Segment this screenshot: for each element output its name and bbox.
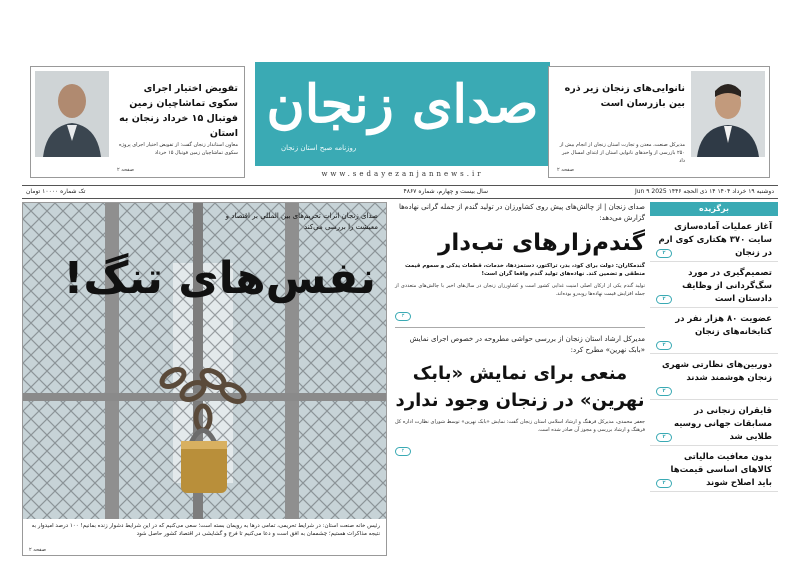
theatre-story[interactable] bbox=[395, 334, 645, 456]
sidebar-item-label: عضویت ۸۰ هزار نفر در کتابخانه‌های زنجان bbox=[675, 314, 772, 337]
teaser-page-ref-left: صفحه ۲ bbox=[117, 167, 134, 173]
issue-price: تک شماره ۱۰۰۰۰ تومان bbox=[26, 188, 86, 195]
page-ref-badge: ۲ bbox=[656, 249, 672, 258]
sidebar-item[interactable] bbox=[650, 400, 778, 446]
teaser-text-left: معاون استاندار زنجان گفت: از تفویض اختیار اجرای پروژه سکوی تماشاچیان زمین فوتبال ۱۵ خرداد bbox=[119, 142, 238, 156]
wheat-story[interactable] bbox=[395, 202, 645, 321]
divider bbox=[395, 327, 645, 328]
story-lead: گندمکاران: دولت برای کود، بذر، تراکتور، دستمزدها، خدمات، قطعات یدکی و سموم قیمت منطقی و تضمین کند. نهاده‌های تولید گندم واقعا گران است! bbox=[405, 263, 645, 277]
page-ref-badge: ۲ bbox=[656, 433, 672, 442]
left-teaser-box[interactable] bbox=[30, 66, 245, 178]
page-ref-badge: ۲ bbox=[395, 447, 411, 456]
masthead bbox=[22, 18, 778, 178]
sidebar-item[interactable] bbox=[650, 446, 778, 492]
teaser-headline-left: تفویض اختیار اجرای سکوی تماشاچیان زمین فوتبال ۱۵ خرداد زنجان به استان bbox=[119, 83, 238, 139]
story-kicker: صدای زنجان | از چالش‌های پیش روی کشاورزان در تولید گندم از جمله گرانی نهاده‌ها گزارش می‌دهد: bbox=[398, 203, 645, 222]
main-stories-column bbox=[395, 202, 645, 556]
sidebar-item-label: دوربین‌های نظارتی شهری زنجان هوشمند شدند bbox=[661, 360, 772, 383]
photo-story-kicker: صدای زنجان اثرات تحریم‌های بین المللی بر اقتصاد و معیشت را بررسی می‌کند bbox=[225, 212, 378, 231]
date-bar bbox=[22, 185, 778, 199]
newspaper-front-page bbox=[22, 18, 778, 556]
photo-story-caption: رئیس خانه صنعت استان: در شرایط تحریمی، تمامی درها به رویمان بسته است؛ سعی می‌کنیم که در این شرایط دشوار زنده بمانیم! ۱۰۰ درصد امیدوار به نتیجه مذاکرات هستیم؛ چشممان به افق است و دعا می‌کنیم تا فرج و گشایشی در اقتصاد کشور حاصل شود bbox=[23, 519, 386, 543]
sidebar-item-label: بدون معافیت مالیاتی کالاهای اساسی قیمت‌ها باید اصلاح شوند bbox=[670, 452, 772, 488]
selected-news-sidebar bbox=[650, 202, 778, 556]
issue-date: دوشنبه ۱۹ خرداد ۱۴۰۴ ۱۴ ذی الحجه ۱۴۴۶ 2025 Jun ۹ bbox=[634, 188, 774, 195]
sidebar-item[interactable] bbox=[650, 308, 778, 354]
sidebar-item[interactable] bbox=[650, 262, 778, 308]
story-body: تولید گندم یکی از ارکان اصلی امنیت غذایی کشور است و کشاورزان زنجان در سال‌های اخیر با چالش‌های متعددی از جمله افزایش قیمت نهاده‌ها روبه‌رو بوده‌اند. bbox=[395, 283, 645, 297]
page-ref-badge: ۲ bbox=[656, 479, 672, 488]
logo-wordmark: صدای زنجان bbox=[266, 74, 539, 135]
teaser-headline-right: نانوایی‌های زنجان زیر ذره بین بازرسان است bbox=[564, 83, 685, 109]
story-headline: گندم‌زارهای تب‌دار bbox=[438, 230, 645, 256]
page-ref-badge: ۲ bbox=[656, 387, 672, 396]
photo-story-page-ref: صفحه ۲ bbox=[29, 547, 46, 553]
page-ref-badge: ۳ bbox=[395, 312, 411, 321]
story-kicker: مدیرکل ارشاد استان زنجان از بررسی حواشی مطروحه در خصوص اجرای نمایش «بابک نهرین» مطرح کرد: bbox=[409, 335, 645, 354]
sidebar-item-label: آغاز عملیات آماده‌سازی سایت ۳۷۰ هکتاری کوی ارم در زنجان bbox=[658, 222, 772, 258]
page-ref-badge: ۲ bbox=[656, 295, 672, 304]
photo-story[interactable] bbox=[22, 202, 387, 556]
issue-number: سال بیست و چهارم، شماره ۴۸۶۷ bbox=[403, 188, 488, 195]
teaser-photo-right bbox=[691, 71, 765, 157]
page-ref-badge: ۲ bbox=[656, 341, 672, 350]
sidebar-item-label: قایقران زنجانی در مسابقات جهانی روسیه طلایی شد bbox=[674, 406, 772, 442]
sidebar-item-label: تصمیم‌گیری در مورد سگ‌گردانی از وظایف دادستان است bbox=[682, 268, 772, 304]
teaser-photo-left bbox=[35, 71, 109, 157]
story-body: جعفر محمدی، مدیرکل فرهنگ و ارشاد اسلامی استان زنجان گفت: نمایش «بابک نهرین» توسط شورای نظارت اداره کل فرهنگ و ارشاد بررسی و مجوز آن صادر شده است. bbox=[395, 419, 645, 433]
teaser-text-right: مدیرکل صنعت، معدن و تجارت استان زنجان از انجام بیش از ۲۵۰ بازرسی از واحدهای نانوایی استان از ابتدای امسال خبر داد bbox=[559, 142, 685, 164]
sidebar-item[interactable] bbox=[650, 354, 778, 400]
right-teaser-box[interactable] bbox=[548, 66, 770, 178]
logo-tagline: روزنامه صبح استان زنجان bbox=[281, 144, 357, 152]
sidebar-header: برگزیده bbox=[650, 202, 778, 216]
newspaper-logo[interactable] bbox=[255, 62, 550, 166]
site-url[interactable]: www.sedayezanjannews.ir bbox=[321, 170, 484, 178]
photo-story-headline: نفس‌های تنگ! bbox=[63, 253, 376, 304]
story-headline: منعی برای نمایش «بابک نهرین» در زنجان وجود ندارد bbox=[395, 363, 645, 411]
teaser-page-ref-right: صفحه ۲ bbox=[557, 167, 574, 173]
sidebar-item[interactable] bbox=[650, 216, 778, 262]
